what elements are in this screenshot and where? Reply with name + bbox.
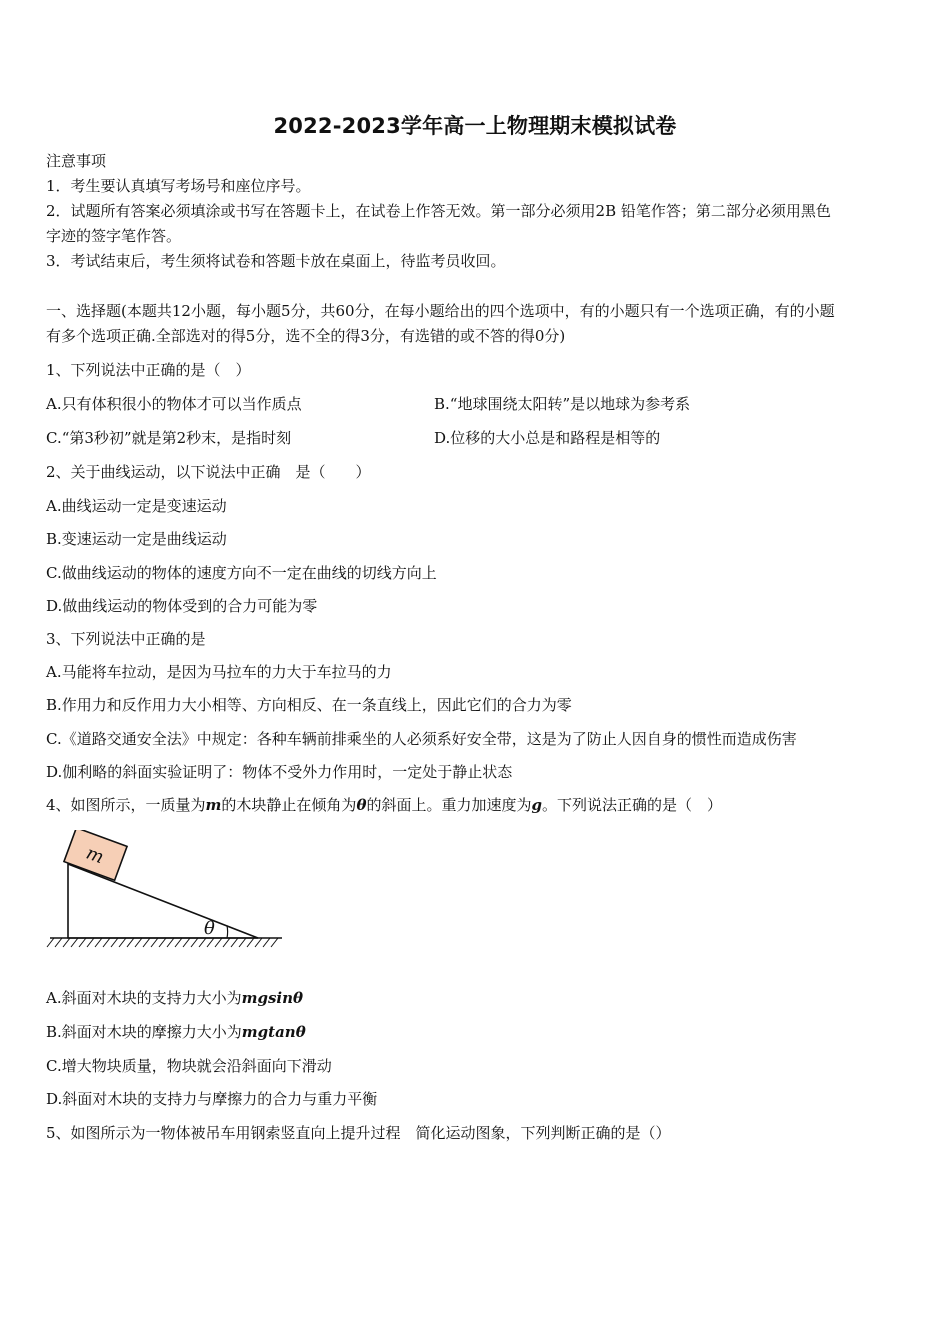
- question-4-stem-part: 的斜面上。重力加速度为: [366, 796, 532, 814]
- question-3-option-c: C.《道路交通安全法》中规定：各种车辆前排乘坐的人必须系好安全带，这是为了防止人因自身的惯性而造成伤害: [46, 730, 797, 748]
- hatch-mark: [191, 938, 198, 947]
- hatch-mark: [215, 938, 222, 947]
- hatch-mark: [255, 938, 262, 947]
- notice-item: 2．试题所有答案必须填涂或书写在答题卡上，在试卷上作答无效。第一部分必须用2B 铅笔作答；第二部分必须用黑色: [46, 202, 831, 220]
- question-4-option-b: [46, 1021, 306, 1043]
- hatch-mark: [183, 938, 190, 947]
- question-3-option-b: B.作用力和反作用力大小相等、方向相反、在一条直线上，因此它们的合力为零: [46, 696, 572, 714]
- hatch-mark: [159, 938, 166, 947]
- hatch-mark: [239, 938, 246, 947]
- question-2-option-d: D.做曲线运动的物体受到的合力可能为零: [46, 597, 318, 615]
- question-3-option-d: D.伽利略的斜面实验证明了：物体不受外力作用时，一定处于静止状态: [46, 763, 513, 781]
- question-1-option-b: B.“地球围绕太阳转”是以地球为参考系: [434, 395, 691, 413]
- block-label: m: [83, 842, 107, 869]
- hatch-mark: [207, 938, 214, 947]
- gravity-symbol: g: [531, 796, 542, 814]
- hatch-mark: [223, 938, 230, 947]
- hatch-mark: [231, 938, 238, 947]
- hatch-mark: [87, 938, 94, 947]
- question-5-stem: 5、如图所示为一物体被吊车用钢索竖直向上提升过程 简化运动图象，下列判断正确的是（）: [46, 1124, 671, 1142]
- question-1-option-c: C.“第3秒初”就是第2秒末，是指时刻: [46, 429, 292, 447]
- question-3-option-a: A.马能将车拉动，是因为马拉车的力大于车拉马的力: [46, 663, 392, 681]
- notice-item: 1．考生要认真填写考场号和座位序号。: [46, 177, 311, 195]
- question-4-option-a: [46, 987, 303, 1009]
- question-2-option-c: C.做曲线运动的物体的速度方向不一定在曲线的切线方向上: [46, 564, 437, 582]
- hatch-mark: [55, 938, 62, 947]
- hatch-mark: [151, 938, 158, 947]
- option-expression: mgsinθ: [241, 989, 304, 1007]
- question-4-option-d: D.斜面对木块的支持力与摩擦力的合力与重力平衡: [46, 1090, 378, 1108]
- hatch-mark: [119, 938, 126, 947]
- section-instructions: 一、选择题(本题共12小题，每小题5分，共60分，在每小题给出的四个选项中，有的小题只有一个选项正确，有的小题: [46, 302, 835, 320]
- question-4-stem-part: 的木块静止在倾角为: [221, 796, 357, 814]
- hatch-mark: [111, 938, 118, 947]
- notice-heading: 注意事项: [46, 152, 107, 170]
- notice-item: 字迹的签字笔作答。: [46, 227, 182, 245]
- question-1-option-d: D.位移的大小总是和路程是相等的: [434, 429, 661, 447]
- question-4-stem-part: 。下列说法正确的是（ ）: [541, 796, 722, 814]
- angle-symbol: θ: [356, 796, 367, 814]
- hatch-mark: [95, 938, 102, 947]
- hatch-mark: [71, 938, 78, 947]
- option-text: B.斜面对木块的摩擦力大小为: [46, 1023, 242, 1041]
- hatch-mark: [79, 938, 86, 947]
- block-group: [64, 830, 127, 880]
- hatch-mark: [199, 938, 206, 947]
- ground-hatching: [47, 938, 278, 947]
- option-expression: mgtanθ: [241, 1023, 306, 1041]
- question-2-option-b: B.变速运动一定是曲线运动: [46, 530, 227, 548]
- hatch-mark: [143, 938, 150, 947]
- hatch-mark: [103, 938, 110, 947]
- option-text: A.斜面对木块的支持力大小为: [46, 989, 242, 1007]
- question-1-option-a: A.只有体积很小的物体才可以当作质点: [46, 395, 302, 413]
- question-1-stem: 1、下列说法中正确的是（ ）: [46, 361, 251, 379]
- angle-label: θ: [204, 918, 215, 939]
- exam-title: 2022-2023学年高一上物理期末模拟试卷: [273, 114, 677, 138]
- mass-symbol: m: [205, 796, 222, 814]
- question-4-stem: [46, 794, 722, 816]
- notice-item: 3．考试结束后，考生须将试卷和答题卡放在桌面上，待监考员收回。: [46, 252, 506, 270]
- hatch-mark: [127, 938, 134, 947]
- question-4-option-c: C.增大物块质量，物块就会沿斜面向下滑动: [46, 1057, 332, 1075]
- angle-arc: [227, 926, 228, 939]
- hatch-mark: [271, 938, 278, 947]
- question-2-option-a: A.曲线运动一定是变速运动: [46, 497, 227, 515]
- hatch-mark: [247, 938, 254, 947]
- hatch-mark: [63, 938, 70, 947]
- hatch-mark: [167, 938, 174, 947]
- incline-triangle: [68, 864, 258, 938]
- hatch-mark: [263, 938, 270, 947]
- incline-figure: [46, 830, 290, 960]
- hatch-mark: [47, 938, 54, 947]
- section-instructions: 有多个选项正确.全部选对的得5分，选不全的得3分，有选错的或不答的得0分): [46, 327, 566, 345]
- hatch-mark: [175, 938, 182, 947]
- hatch-mark: [135, 938, 142, 947]
- question-3-stem: 3、下列说法中正确的是: [46, 630, 206, 648]
- question-4-stem-part: 4、如图所示，一质量为: [46, 796, 206, 814]
- question-2-stem: 2、关于曲线运动，以下说法中正确 是（ ）: [46, 463, 371, 481]
